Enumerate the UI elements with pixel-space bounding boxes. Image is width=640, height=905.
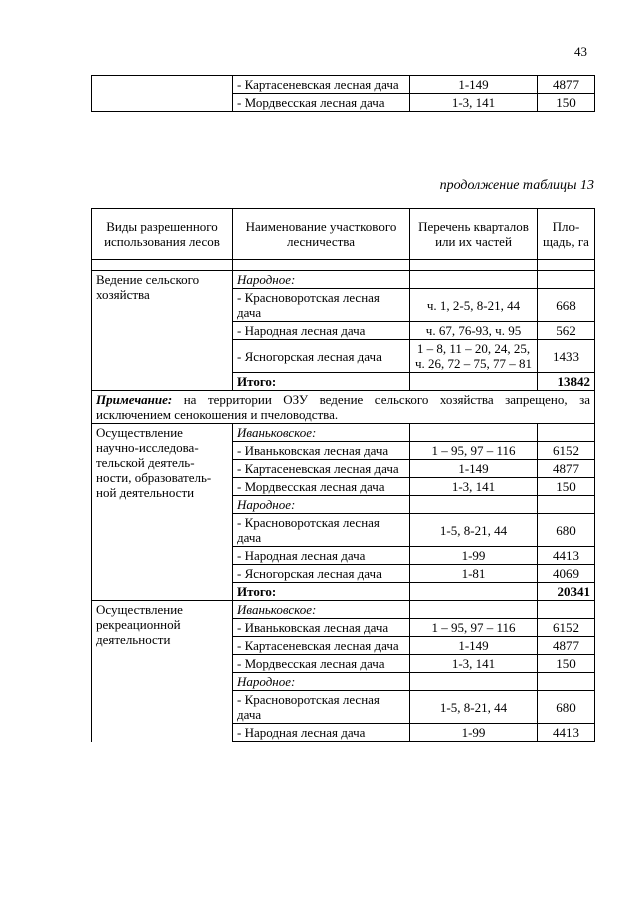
main-table	[91, 208, 595, 742]
quarters-cell: 1 – 8, 11 – 20, 24, 25, ч. 26, 72 – 75, 77 – 81	[410, 340, 538, 373]
table-row	[92, 76, 595, 94]
forestry-subheader: Иваньковское:	[233, 601, 410, 619]
continuation-title: продолжение таблицы 13	[439, 178, 594, 193]
area-cell: 4877	[538, 76, 595, 94]
quarters-cell: 1-99	[410, 547, 538, 565]
quarters-cell: 1-3, 141	[410, 478, 538, 496]
quarters-cell: 1-149	[410, 76, 538, 94]
note-label: Примечание:	[96, 392, 173, 407]
forestry-cell: - Ясногорская лесная дача	[233, 340, 410, 373]
area-cell: 4069	[538, 565, 595, 583]
forestry-cell: - Мордвесская лесная дача	[233, 655, 410, 673]
quarters-cell: 1-149	[410, 637, 538, 655]
forestry-subheader: Народное:	[233, 673, 410, 691]
quarters-cell: 1-5, 8-21, 44	[410, 514, 538, 547]
quarters-cell: 1-3, 141	[410, 655, 538, 673]
area-cell: 680	[538, 691, 595, 724]
forestry-cell: - Народная лесная дача	[233, 547, 410, 565]
use-type-cell: Осуществление рекреационной деятельности	[92, 601, 233, 742]
forestry-subheader: Народное:	[233, 496, 410, 514]
quarters-cell: 1-5, 8-21, 44	[410, 691, 538, 724]
area-cell: 150	[538, 478, 595, 496]
area-cell: 150	[538, 655, 595, 673]
forestry-cell: - Ясногорская лесная дача	[233, 565, 410, 583]
area-cell: 1433	[538, 340, 595, 373]
forestry-cell: - Иваньковская лесная дача	[233, 619, 410, 637]
area-cell: 6152	[538, 442, 595, 460]
forestry-cell: - Картасеневская лесная дача	[233, 460, 410, 478]
use-type-cell: Ведение сельского хозяйства	[92, 271, 233, 391]
header-quarters: Перечень кварталов или их частей	[410, 209, 538, 260]
forestry-cell: - Картасеневская лесная дача	[233, 637, 410, 655]
forestry-cell: - Красноворотская лесная дача	[233, 289, 410, 322]
forestry-cell: - Народная лесная дача	[233, 322, 410, 340]
forestry-cell: - Народная лесная дача	[233, 724, 410, 742]
total-value: 20341	[538, 583, 595, 601]
quarters-cell: 1-81	[410, 565, 538, 583]
area-cell: 4413	[538, 724, 595, 742]
quarters-cell: 1-3, 141	[410, 94, 538, 112]
area-cell: 680	[538, 514, 595, 547]
note-cell	[92, 391, 595, 424]
use-type-cell: Осуществление научно-исследова-тельской деятель-ности, образователь-ной деятельности	[92, 424, 233, 601]
area-cell: 668	[538, 289, 595, 322]
quarters-cell: ч. 67, 76-93, ч. 95	[410, 322, 538, 340]
top-table	[91, 75, 595, 112]
note-row	[92, 391, 595, 424]
area-cell: 150	[538, 94, 595, 112]
quarters-cell: ч. 1, 2-5, 8-21, 44	[410, 289, 538, 322]
total-label: Итого:	[233, 373, 410, 391]
quarters-cell: 1-99	[410, 724, 538, 742]
total-value: 13842	[538, 373, 595, 391]
forestry-cell: - Мордвесская лесная дача	[233, 478, 410, 496]
spacer-row	[92, 260, 595, 271]
note-text: на территории ОЗУ ведение сельского хозяйства запрещено, за исключением сенокошения и пчеловодства.	[96, 392, 590, 422]
header-area: Пло-щадь, га	[538, 209, 595, 260]
forestry-cell: - Мордвесская лесная дача	[233, 94, 410, 112]
forestry-cell: - Красноворотская лесная дача	[233, 514, 410, 547]
header-row	[92, 209, 595, 260]
table-row	[92, 601, 595, 619]
page-number: 43	[574, 44, 587, 59]
header-forestry: Наименование участкового лесничества	[233, 209, 410, 260]
empty-cell	[92, 76, 233, 112]
forestry-cell: - Картасеневская лесная дача	[233, 76, 410, 94]
forestry-subheader: Народное:	[233, 271, 410, 289]
table-row	[92, 424, 595, 442]
table-row	[92, 271, 595, 289]
forestry-cell: - Иваньковская лесная дача	[233, 442, 410, 460]
header-use-type: Виды разрешенного использования лесов	[92, 209, 233, 260]
total-label: Итого:	[233, 583, 410, 601]
quarters-cell: 1-149	[410, 460, 538, 478]
area-cell: 6152	[538, 619, 595, 637]
forestry-cell: - Красноворотская лесная дача	[233, 691, 410, 724]
quarters-cell: 1 – 95, 97 – 116	[410, 442, 538, 460]
area-cell: 562	[538, 322, 595, 340]
area-cell: 4877	[538, 460, 595, 478]
forestry-subheader: Иваньковское:	[233, 424, 410, 442]
area-cell: 4877	[538, 637, 595, 655]
area-cell: 4413	[538, 547, 595, 565]
quarters-cell: 1 – 95, 97 – 116	[410, 619, 538, 637]
